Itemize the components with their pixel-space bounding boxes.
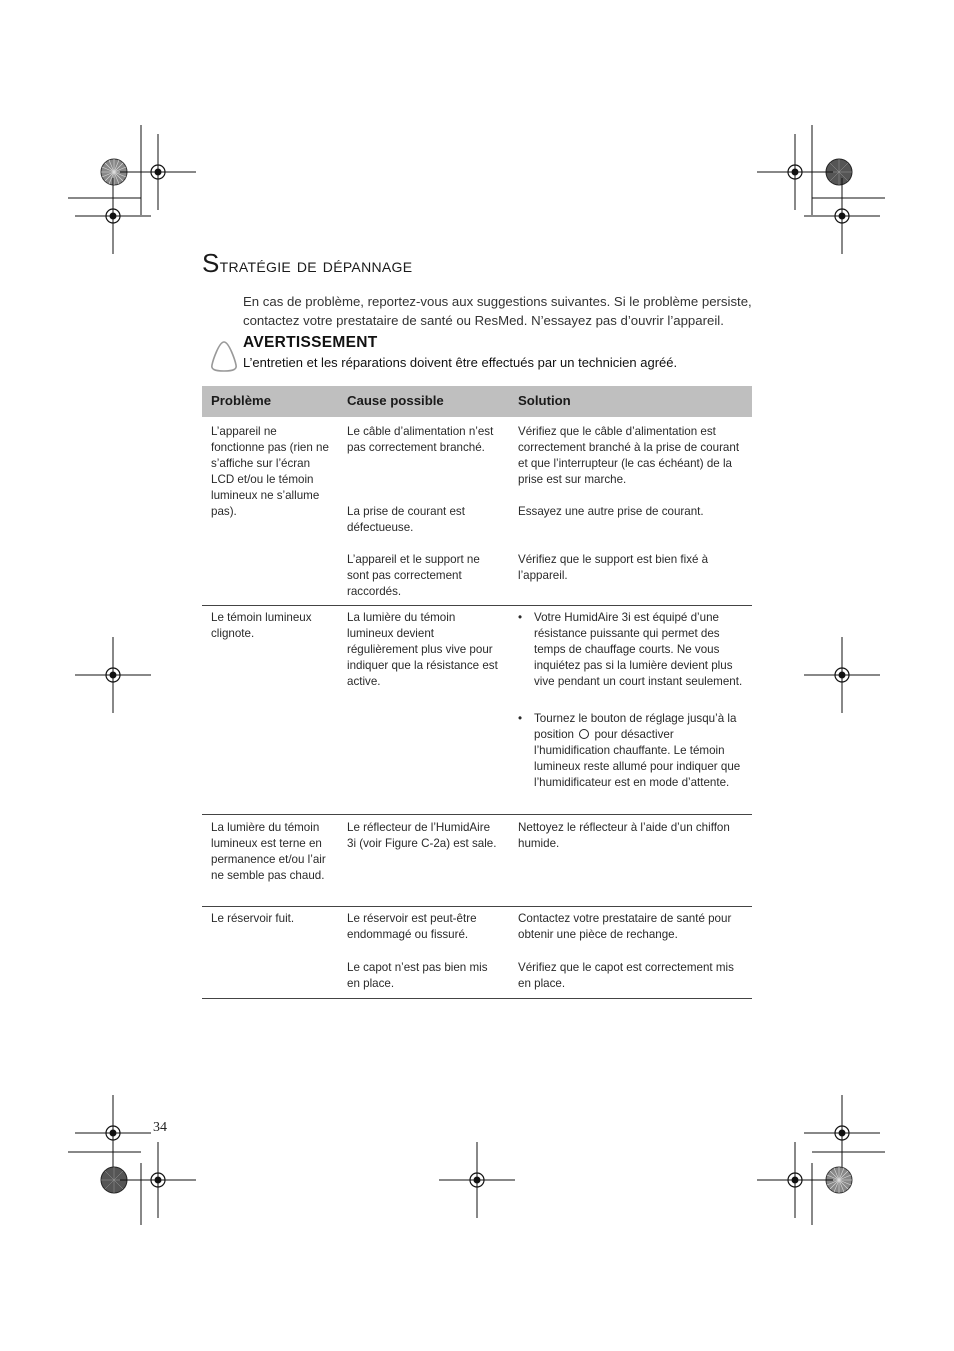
cause-cell: Le réflecteur de l’HumidAire 3i (voir Figure C-2a) est sale. [347, 821, 497, 850]
cause-cell: L’appareil et le support ne sont pas correctement raccordés. [347, 553, 480, 598]
solution-bullet-text [534, 711, 744, 791]
cause-cell: Le capot n’est pas bien mis en place. [347, 961, 488, 990]
solution-cell: Essayez une autre prise de courant. [518, 505, 704, 518]
solution-cell: Contactez votre prestataire de santé pour obtenir une pièce de rechange. [518, 912, 732, 941]
cause-cell: Le réservoir est peut-être endommagé ou fissuré. [347, 912, 477, 941]
solution-bullet [518, 711, 744, 791]
cause-cell: La prise de courant est défectueuse. [347, 505, 465, 534]
solution-bullet [518, 610, 744, 690]
table-row [202, 606, 752, 815]
troubleshooting-table [202, 386, 752, 999]
solution-cell: Vérifiez que le câble d’alimentation est correctement branché à la prise de courant et que l’interrupteur (le cas échéant) de la prise est sur marche. [518, 425, 740, 486]
intro-paragraph: En cas de problème, reportez-vous aux suggestions suivantes. Si le problème persiste, contactez votre prestataire de santé ou ResMed. N’essayez pas d’ouvrir l’appareil. [243, 294, 752, 328]
off-position-icon [579, 729, 589, 739]
table-row [202, 907, 752, 999]
header-solution: Solution [518, 393, 571, 408]
cause-cell: Le câble d’alimentation n’est pas correctement branché. [347, 425, 494, 454]
page-title-rest: tratégie de dépannage [219, 255, 413, 277]
header-problem: Problème [211, 393, 272, 408]
solution-bullet-text: Votre HumidAire 3i est équipé d’une résistance puissante qui permet des temps de chauffage courts. Ne vous inquiétez pas si la lumière devient plus vive pendant un court instant seulement. [534, 611, 743, 688]
problem-cell: Le réservoir fuit. [211, 912, 295, 925]
warning-text: L’entretien et les réparations doivent être effectués par un technicien agréé. [243, 355, 678, 370]
problem-cell: L’appareil ne fonctionne pas (rien ne s’affiche sur l’écran LCD et/ou le témoin lumineux ne s’allume pas). [211, 425, 329, 518]
problem-cell: La lumière du témoin lumineux est terne en permanence et/ou l’air ne semble pas chaud. [211, 821, 326, 882]
bullet-icon: • [518, 712, 523, 725]
warning-icon [210, 340, 238, 372]
page-title-initial: S [202, 248, 220, 278]
solution-cell: Vérifiez que le support est bien fixé à l’appareil. [518, 553, 709, 582]
table-row [202, 417, 752, 606]
table-header [202, 386, 752, 417]
table-row [202, 815, 752, 907]
solution-cell: Vérifiez que le capot est correctement mis en place. [518, 961, 734, 990]
cause-cell: La lumière du témoin lumineux devient régulièrement plus vive pour indiquer que la résistance est active. [347, 611, 498, 688]
page-number: 34 [153, 1120, 167, 1135]
solution-bullet-text-a: Tournez le bouton de réglage jusqu’à la position [534, 712, 737, 741]
bullet-icon: • [518, 611, 523, 624]
solution-bullet-text-b: pour désactiver l’humidification chauffante. Le témoin lumineux reste allumé pour indiquer que l’humidificateur est en mode d’attente. [534, 728, 741, 789]
header-cause: Cause possible [347, 393, 444, 408]
problem-cell: Le témoin lumineux clignote. [211, 611, 312, 640]
solution-cell: Nettoyez le réflecteur à l’aide d’un chiffon humide. [518, 821, 730, 850]
warning-title: AVERTISSEMENT [243, 334, 378, 351]
page-title [202, 248, 412, 279]
